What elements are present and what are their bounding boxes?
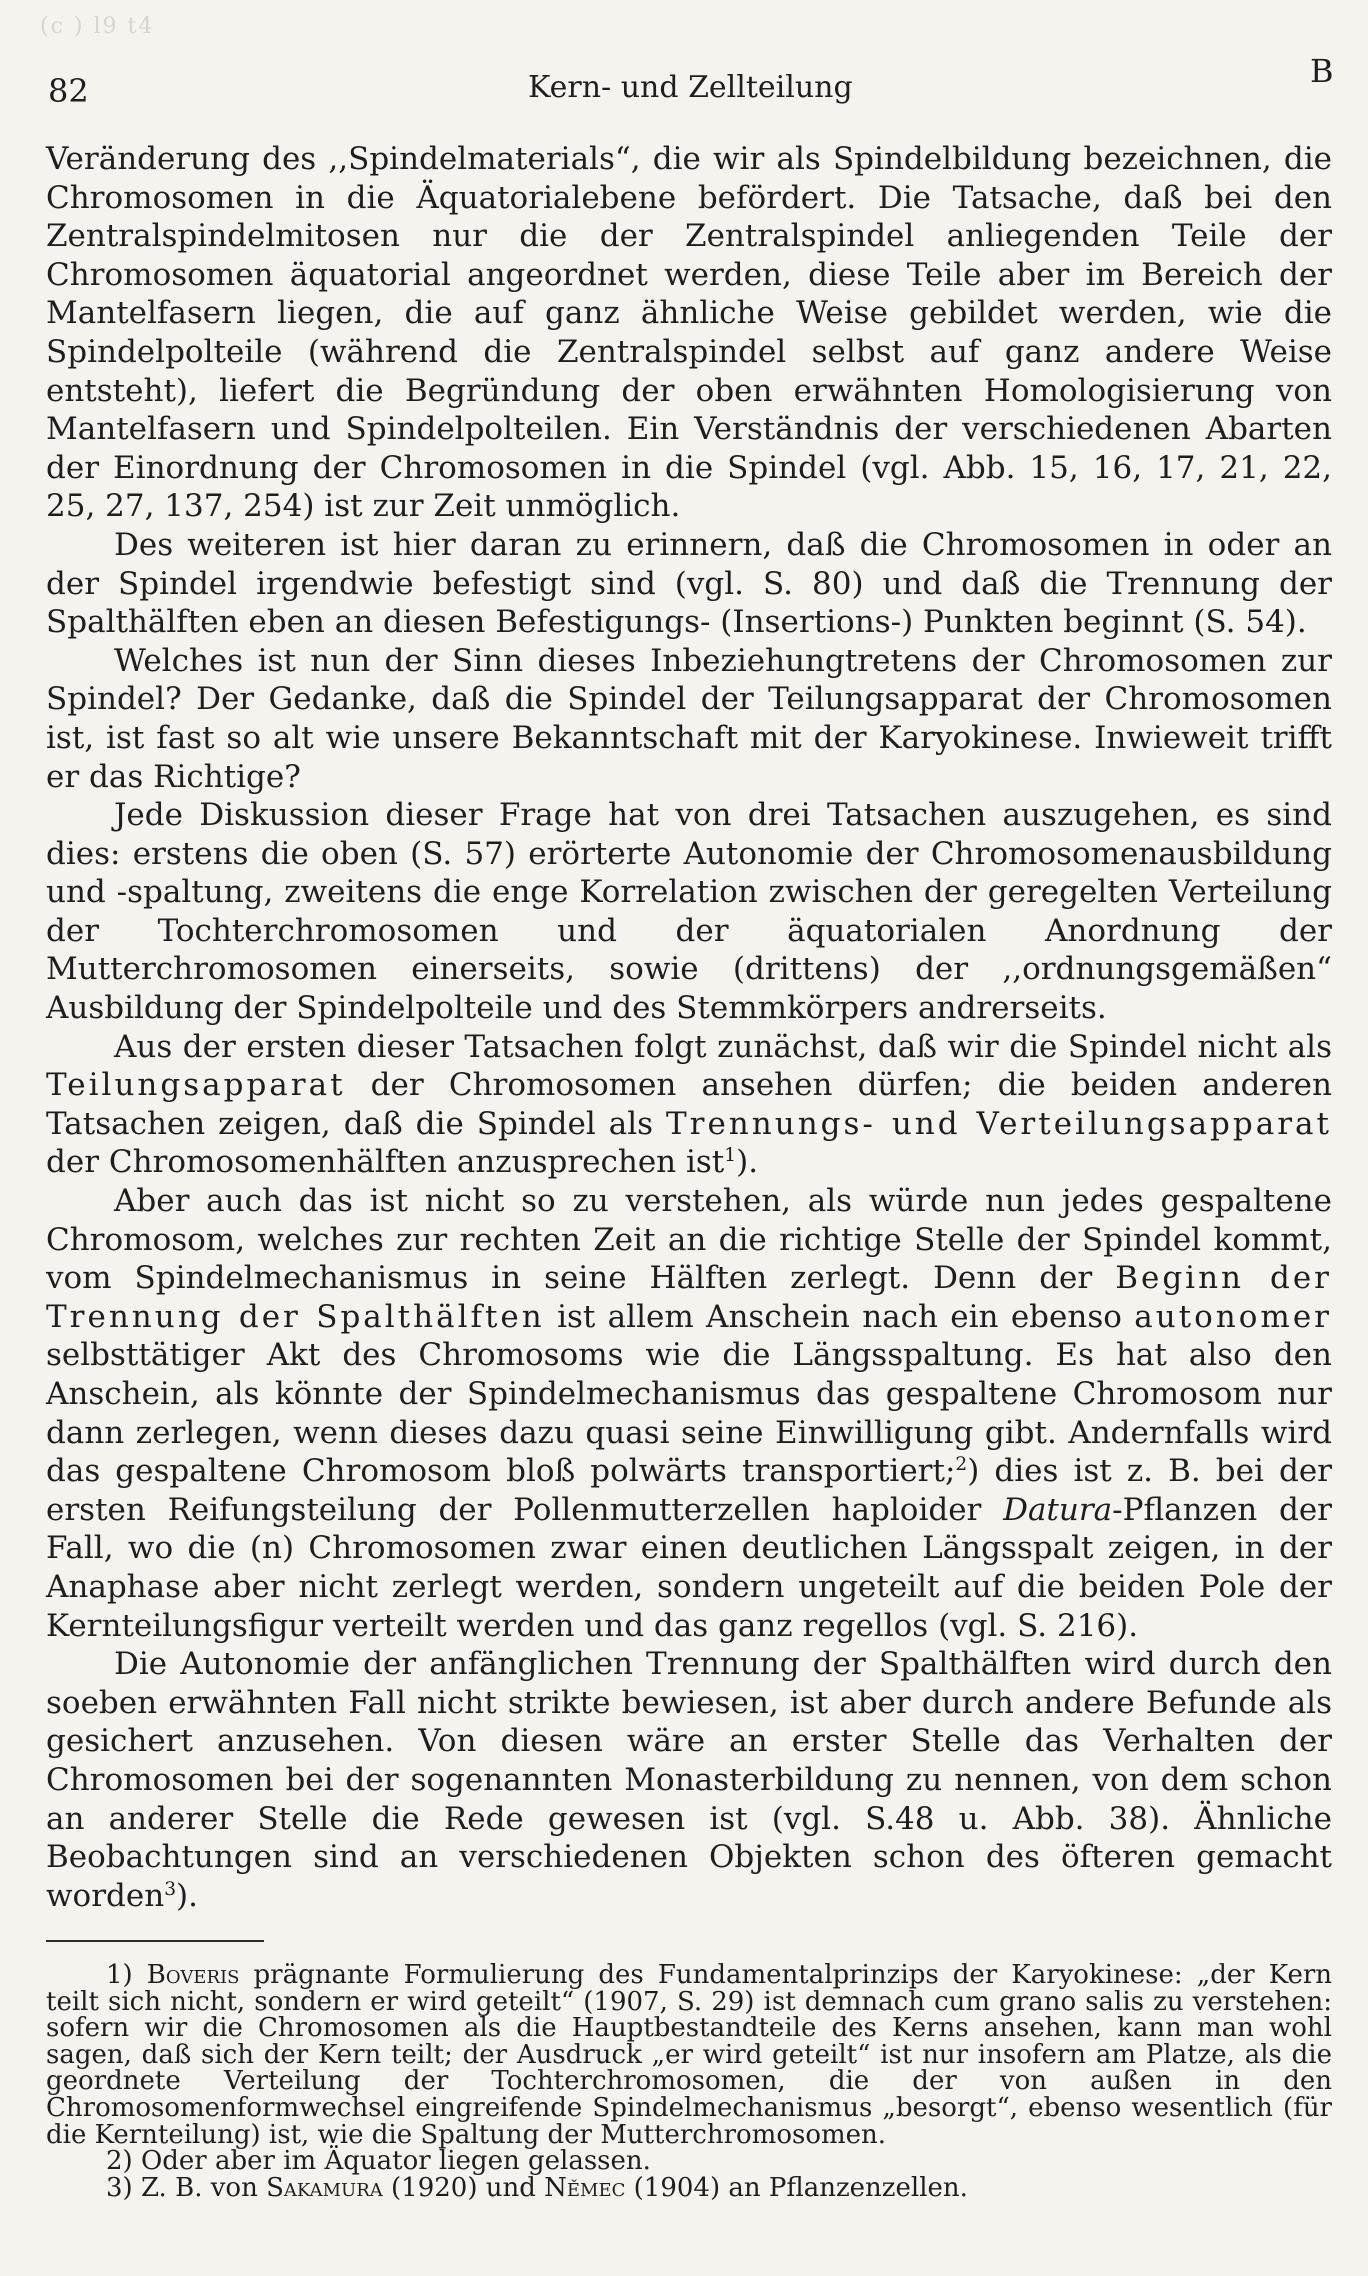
author-name: Sakamura	[266, 2172, 383, 2203]
paragraph-2: Des weiteren ist hier daran zu erinnern, daß die Chromosomen in oder an der Spindel irgendwie befestigt sind (vgl. S. 80) und daß die Trennung der Spalthälften eben an diesen Befestigungs- (Insertions-) Punkten beginnt (S. 54).	[46, 526, 1332, 641]
paragraph-4: Jede Diskussion dieser Frage hat von drei Tatsachen auszugehen, es sind dies: erstens die oben (S. 57) erörterte Autonomie der Chromosomenausbildung und -spaltung, zweitens die enge Korrelation zwischen der geregelten Verteilung der Tochterchromosomen und der äquatorialen Anordnung der Mutterchromosomen einerseits, sowie (drittens) der ,,ordnungsgemäßen“ Ausbildung der Spindelpolteile und des Stemmkörpers andrerseits.	[46, 797, 1332, 1027]
footnote-rule	[46, 1940, 264, 1942]
text-run: ) dies ist z. B. bei der ersten Reifungsteilung der Pollenmutterzellen haploider	[46, 1453, 1332, 1528]
spaced-emphasis: Trennungs- und Verteilungsapparat	[665, 1105, 1332, 1142]
text-run: ).	[176, 1877, 198, 1914]
italic-term: Datura	[1003, 1491, 1113, 1528]
text-run: 3) Z. B. von	[106, 2172, 267, 2203]
footnote-ref-2[interactable]: 2	[955, 1454, 968, 1476]
footnote-3	[46, 2172, 1332, 2203]
text-run: (1904) an Pflanzenzellen.	[625, 2172, 968, 2203]
text-run: -Pflanzen der Fall, wo die (n) Chromosomen zwar einen deutlichen Längsspalt zeigen, in der Anaphase aber nicht zerlegt werden, sondern ungeteilt auf die beiden Pole der Kernteilungsfigur verteilt werden und das ganz regellos (vgl. S. 216).	[46, 1491, 1332, 1644]
paragraph-6	[46, 1182, 1332, 1645]
paragraph-1: Veränderung des ,,Spindelmaterials“, die wir als Spindelbildung bezeichnen, die Chromosomen in die Äquatorialebene befördert. Die Tatsache, daß bei den Zentralspindelmitosen nur die der Zentralspindel anliegenden Teile der Chromosomen äquatorial angeordnet werden, diese Teile aber im Bereich der Mantelfasern liegen, die auf ganz ähnliche Weise gebildet werden, wie die Spindelpolteile (während die Zentralspindel selbst auf ganz andere Weise entsteht), liefert die Begründung der oben erwähnten Homologisierung von Mantelfasern und Spindelpolteilen. Ein Verständnis der verschiedenen Abarten der Einordnung der Chromosomen in die Spindel (vgl. Abb. 15, 16, 17, 21, 22, 25, 27, 137, 254) ist zur Zeit unmöglich.	[46, 141, 1332, 525]
page-number: 82	[48, 72, 89, 110]
text-run: ist allem Anschein nach ein ebenso	[544, 1298, 1135, 1335]
text-run: Aus der ersten dieser Tatsachen folgt zunächst, daß wir die Spindel nicht als	[114, 1028, 1332, 1065]
author-name: Němec	[544, 2172, 626, 2203]
main-text	[46, 140, 1332, 1915]
faint-corner-marking: (c ) l9 t4	[40, 14, 155, 39]
spaced-emphasis: autonomer	[1134, 1298, 1332, 1335]
text-run: ).	[736, 1144, 759, 1181]
text-run: Aber auch das ist nicht so zu verstehen, als würde nun jedes gespaltene Chromosom, welches zur rechten Zeit an die richtige Stelle der Spindel kommt, vom Spindelmechanismus in seine Hälften zerlegt. Denn der	[46, 1183, 1332, 1297]
paragraph-5	[46, 1028, 1332, 1182]
margin-mark: B	[1310, 52, 1334, 90]
paragraph-7	[46, 1645, 1332, 1915]
footnote-1	[46, 1962, 1332, 2148]
footnotes	[46, 1962, 1332, 2201]
text-run: (1920) und	[382, 2172, 545, 2203]
text-run: der Chromosomen ansehen dürfen; die beiden anderen Tatsachen zeigen, daß die Spindel als	[46, 1067, 1332, 1142]
spaced-emphasis: Teilungsapparat	[46, 1067, 346, 1104]
footnote-number: 1)	[106, 1960, 147, 1990]
text-run: prägnante Formulierung des Fundamentalprinzips der Karyokinese: „der Kern teilt sich nicht, sondern er wird geteilt“ (1907, S. 29) ist demnach cum grano salis zu verstehen: sofern wir die Chromosomen als die Hauptbestandteile des Kerns ansehen, kann man wohl sagen, daß sich der Kern teilt; der Ausdruck „er wird geteilt“ ist nur insofern am Platze, als die geordnete Verteilung der Tochterchromosomen, die der von außen in den Chromosomenformwechsel eingreifende Spindelmechanismus „besorgt“, ebenso wesentlich (für die Kernteilung) ist, wie die Spaltung der Mutterchromosomen.	[46, 1960, 1333, 2150]
text-run: selbsttätiger Akt des Chromosoms wie die Längsspaltung. Es hat also den Anschein, als könnte der Spindelmechanismus das gespaltene Chromosom nur dann zerlegen, wenn dieses dazu quasi seine Einwilligung gibt. Andernfalls wird das gespaltene Chromosom bloß polwärts transportiert;	[46, 1337, 1332, 1490]
spaced-emphasis: Beginn der Trennung der Spalthälften	[46, 1260, 1332, 1335]
author-name: Boveris	[146, 1960, 240, 1990]
footnote-ref-3[interactable]: 3	[164, 1878, 177, 1900]
paragraph-3: Welches ist nun der Sinn dieses Inbeziehungtretens der Chromosomen zur Spindel? Der Gedanke, daß die Spindel der Teilungsapparat der Chromosomen ist, ist fast so alt wie unsere Bekanntschaft mit der Karyokinese. Inwieweit trifft er das Richtige?	[46, 642, 1332, 795]
text-run: der Chromosomenhälften anzusprechen ist	[46, 1144, 725, 1181]
footnote-2: 2) Oder aber im Äquator liegen gelassen.	[106, 2146, 651, 2177]
text-run: Die Autonomie der anfänglichen Trennung der Spalthälften wird durch den soeben erwähnten Fall nicht strikte bewiesen, ist aber durch andere Befunde als gesichert anzusehen. Von diesen wäre an erster Stelle das Verhalten der Chromosomen bei der sogenannten Monasterbildung zu nennen, von dem schon an anderer Stelle die Rede gewesen ist (vgl. S.48 u. Abb. 38). Ähnliche Beobachtungen sind an verschiedenen Objekten schon des öfteren gemacht worden	[46, 1646, 1332, 1914]
running-title: Kern- und Zellteilung	[528, 70, 853, 105]
footnote-ref-1[interactable]: 1	[724, 1145, 737, 1167]
